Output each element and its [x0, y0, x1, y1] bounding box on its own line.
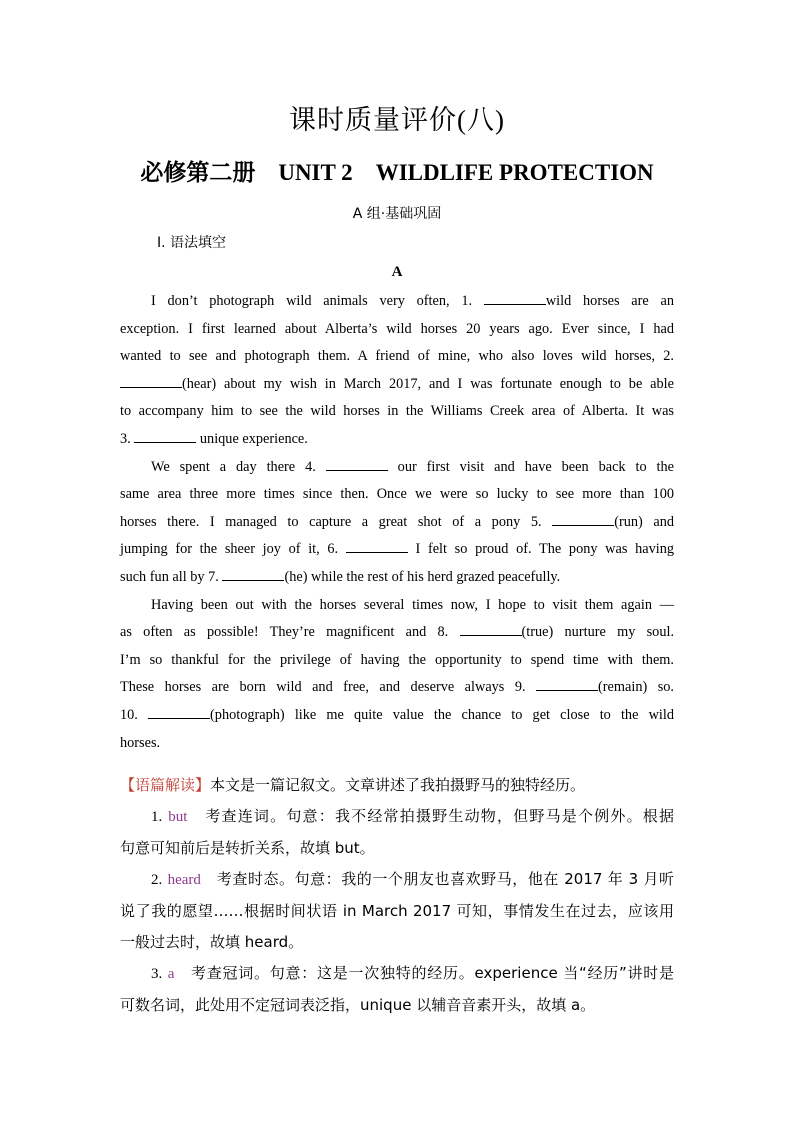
- blank-10: [148, 706, 210, 719]
- passage-line: jumping for the sheer joy of it, 6. I felt so proud of. The pony was having: [120, 541, 675, 558]
- note-line: 说了我的愿望……根据时间状语 in March 2017 可知，事情发生在过去，应该用: [120, 902, 674, 920]
- unit-heading: [0, 154, 794, 187]
- blank-1: [484, 292, 546, 305]
- blank-4: [326, 458, 388, 471]
- note-line: 可数名词，此处用不定冠词表泛指，unique 以辅音音素开头，故填 a。: [120, 996, 596, 1014]
- answer-notes: [120, 770, 674, 1021]
- passage-line: horses there. I managed to capture a great shot of a pony 5. (run) and: [120, 513, 674, 530]
- passage-line: I don’t photograph wild animals very often, 1. wild horses are an: [151, 293, 675, 309]
- blank-7: [222, 568, 284, 581]
- blank-6: [346, 540, 408, 553]
- answer-1: but: [168, 809, 188, 825]
- blank-5: [552, 513, 614, 526]
- passage-line: These horses are born wild and free, and deserve always 9. (remain) so.: [120, 679, 674, 696]
- answer-2: heard: [167, 872, 201, 888]
- note-line: 1. but 考查连词。句意：我不经常拍摄野生动物，但野马是个例外。根据: [151, 807, 674, 825]
- note-line: 2. heard 考查时态。句意：我的一个朋友也喜欢野马，他在 2017 年 3 月听: [151, 870, 674, 888]
- passage-label: A: [391, 264, 403, 280]
- passage-line: wanted to see and photograph them. A friend of mine, who also loves wild horses, 2.: [120, 348, 674, 365]
- passage-line: Having been out with the horses several times now, I hope to visit them again —: [151, 596, 674, 613]
- group-heading: A 组·基础巩固: [352, 206, 442, 222]
- passage-line: We spent a day there 4. our first visit and have been back to the: [151, 458, 675, 475]
- passage-line: (hear) about my wish in March 2017, and I was fortunate enough to be able: [120, 371, 674, 399]
- notes-tag: 【语篇解读】: [120, 776, 211, 794]
- passage-line: I’m so thankful for the privilege of having the opportunity to spend time with them.: [120, 651, 674, 668]
- note-line: 3. a 考查冠词。句意：这是一次独特的经历。experience 当“经历”讲时是: [151, 964, 674, 982]
- unit-label: UNIT 2: [278, 160, 353, 185]
- passage-line: horses.: [120, 734, 161, 751]
- answer-3: a: [167, 966, 175, 982]
- page-title: 课时质量评价(八): [289, 105, 505, 135]
- note-line: 句意可知前后是转折关系，故填 but。: [120, 839, 375, 857]
- passage-line: such fun all by 7. (he) while the rest of his herd grazed peacefully.: [120, 568, 561, 585]
- book-label: 必修第二册: [140, 160, 256, 185]
- passage-line: exception. I first learned about Alberta’s wild horses 20 years ago. Ever since, I had: [120, 320, 674, 337]
- notes-intro: 【语篇解读】本文是一篇记叙文。文章讲述了我拍摄野马的独特经历。: [120, 776, 586, 794]
- passage-line: to accompany him to see the wild horses in the Williams Creek area of Alberta. It was: [120, 403, 674, 420]
- blank-8: [460, 623, 522, 636]
- passage-line: same area three more times since then. Once we were so lucky to see more than 100: [120, 486, 674, 503]
- blank-2: [120, 375, 182, 388]
- blank-9: [536, 678, 598, 691]
- passage-line: 3. unique experience.: [120, 430, 308, 447]
- blank-3: [134, 430, 196, 443]
- passage-line: 10. (photograph) like me quite value the chance to get close to the wild: [120, 706, 674, 723]
- passage-text: [120, 288, 674, 757]
- passage-line: as often as possible! They’re magnificent and 8. (true) nurture my soul.: [120, 624, 675, 641]
- topic-label: WILDLIFE PROTECTION: [375, 160, 654, 185]
- section-heading: Ⅰ. 语法填空: [157, 235, 227, 251]
- note-line: 一般过去时，故填 heard。: [120, 933, 304, 951]
